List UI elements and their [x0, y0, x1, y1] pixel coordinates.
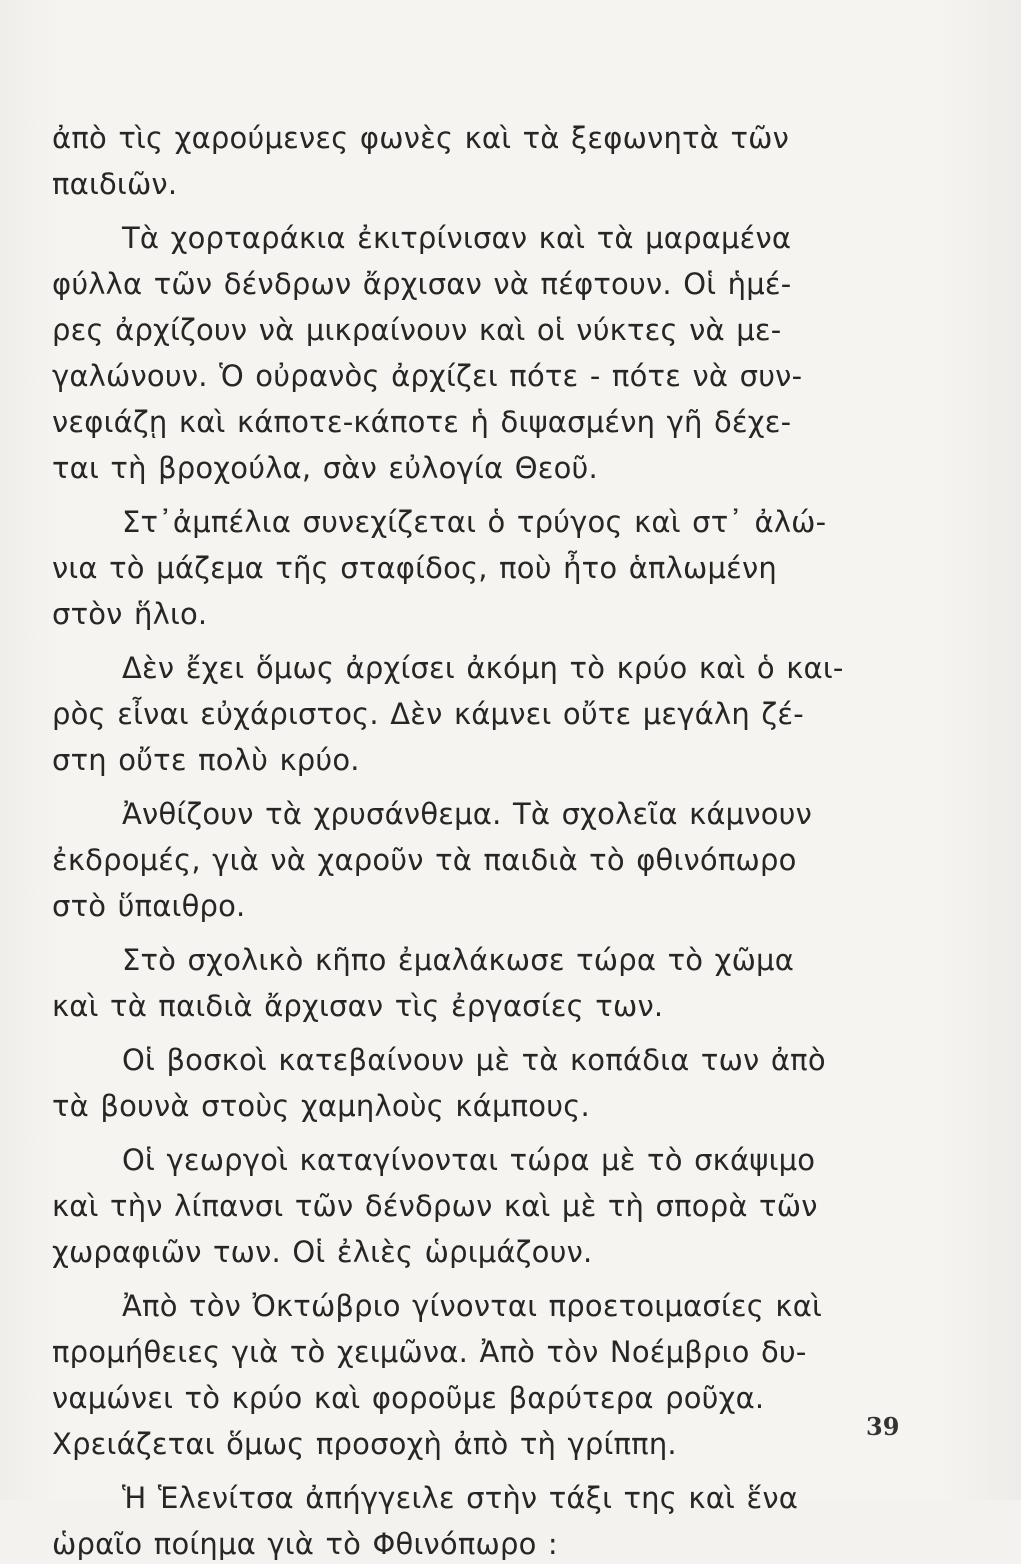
text-line: στὸν ἥλιο. [52, 597, 208, 631]
text-line: ται τὴ βροχούλα, σὰν εὐλογία Θεοῦ. [52, 451, 598, 485]
text-line: Στὸ σχολικὸ κῆπο ἐμαλάκωσε τώρα τὸ χῶμα [122, 943, 795, 977]
text-line: Οἱ γεωργοὶ καταγίνονται τώρα μὲ τὸ σκάψιμο [122, 1143, 816, 1177]
text-line: καὶ τὰ παιδιὰ ἄρχισαν τὶς ἐργασίες των. [52, 989, 664, 1023]
text-line: Στ᾽ἀμπέλια συνεχίζεται ὁ τρύγος καὶ στ᾽ ἀλώ- [122, 505, 827, 539]
text-line: ὡραῖο ποίημα γιὰ τὸ Φθινόπωρο : [52, 1527, 558, 1561]
text-line: Ἀπὸ τὸν Ὀκτώβριο γίνονται προετοιμασίες καὶ [122, 1289, 823, 1323]
text-line: Ἀνθίζουν τὰ χρυσάνθεμα. Τὰ σχολεῖα κάμνουν [122, 797, 813, 831]
text-line: νεφιάζῃ καὶ κάποτε-κάποτε ἡ διψασμένη γῆ δέχε- [52, 405, 792, 439]
text-line: Τὰ χορταράκια ἐκιτρίνισαν καὶ τὰ μαραμένα [122, 221, 792, 255]
text-line: γαλώνουν. Ὁ οὐρανὸς ἀρχίζει πότε - πότε νὰ συν- [52, 359, 803, 393]
page-number: 39 [866, 1412, 900, 1441]
text-line: στὸ ὕπαιθρο. [52, 889, 246, 923]
text-line: Ἡ Ἑλενίτσα ἀπήγγειλε στὴν τάξι της καὶ ἕνα [122, 1481, 799, 1515]
text-line: ἐκδρομές, γιὰ νὰ χαροῦν τὰ παιδιὰ τὸ φθινόπωρο [52, 843, 797, 877]
text-line: Οἱ βοσκοὶ κατεβαίνουν μὲ τὰ κοπάδια των ἀπὸ [122, 1043, 826, 1077]
text-line: φύλλα τῶν δένδρων ἄρχισαν νὰ πέφτουν. Οἱ ἡμέ- [52, 267, 792, 301]
text-line: στη οὔτε πολὺ κρύο. [52, 743, 360, 777]
text-line: Δὲν ἔχει ὅμως ἀρχίσει ἀκόμη τὸ κρύο καὶ ὁ και- [122, 651, 844, 685]
text-line: ρες ἀρχίζουν νὰ μικραίνουν καὶ οἱ νύκτες νὰ με- [52, 313, 782, 347]
text-line: Χρειάζεται ὅμως προσοχὴ ἀπὸ τὴ γρίππη. [52, 1427, 677, 1461]
text-line: νια τὸ μάζεμα τῆς σταφίδος, ποὺ ἦτο ἁπλωμένη [52, 551, 778, 585]
text-line: χωραφιῶν των. Οἱ ἐλιὲς ὡριμάζουν. [52, 1235, 593, 1269]
text-line: παιδιῶν. [52, 167, 178, 201]
text-line: τὰ βουνὰ στοὺς χαμηλοὺς κάμπους. [52, 1089, 590, 1123]
text-line: ναμώνει τὸ κρύο καὶ φοροῦμε βαρύτερα ροῦχα. [52, 1381, 765, 1415]
text-line: προμήθειες γιὰ τὸ χειμῶνα. Ἀπὸ τὸν Νοέμβριο δυ- [52, 1335, 807, 1369]
text-line: ἀπὸ τὶς χαρούμενες φωνὲς καὶ τὰ ξεφωνητὰ τῶν [52, 121, 790, 155]
text-line: καὶ τὴν λίπανσι τῶν δένδρων καὶ μὲ τὴ σπορὰ τῶν [52, 1189, 818, 1223]
text-line: ρὸς εἶναι εὐχάριστος. Δὲν κάμνει οὔτε μεγάλη ζέ- [52, 697, 804, 731]
